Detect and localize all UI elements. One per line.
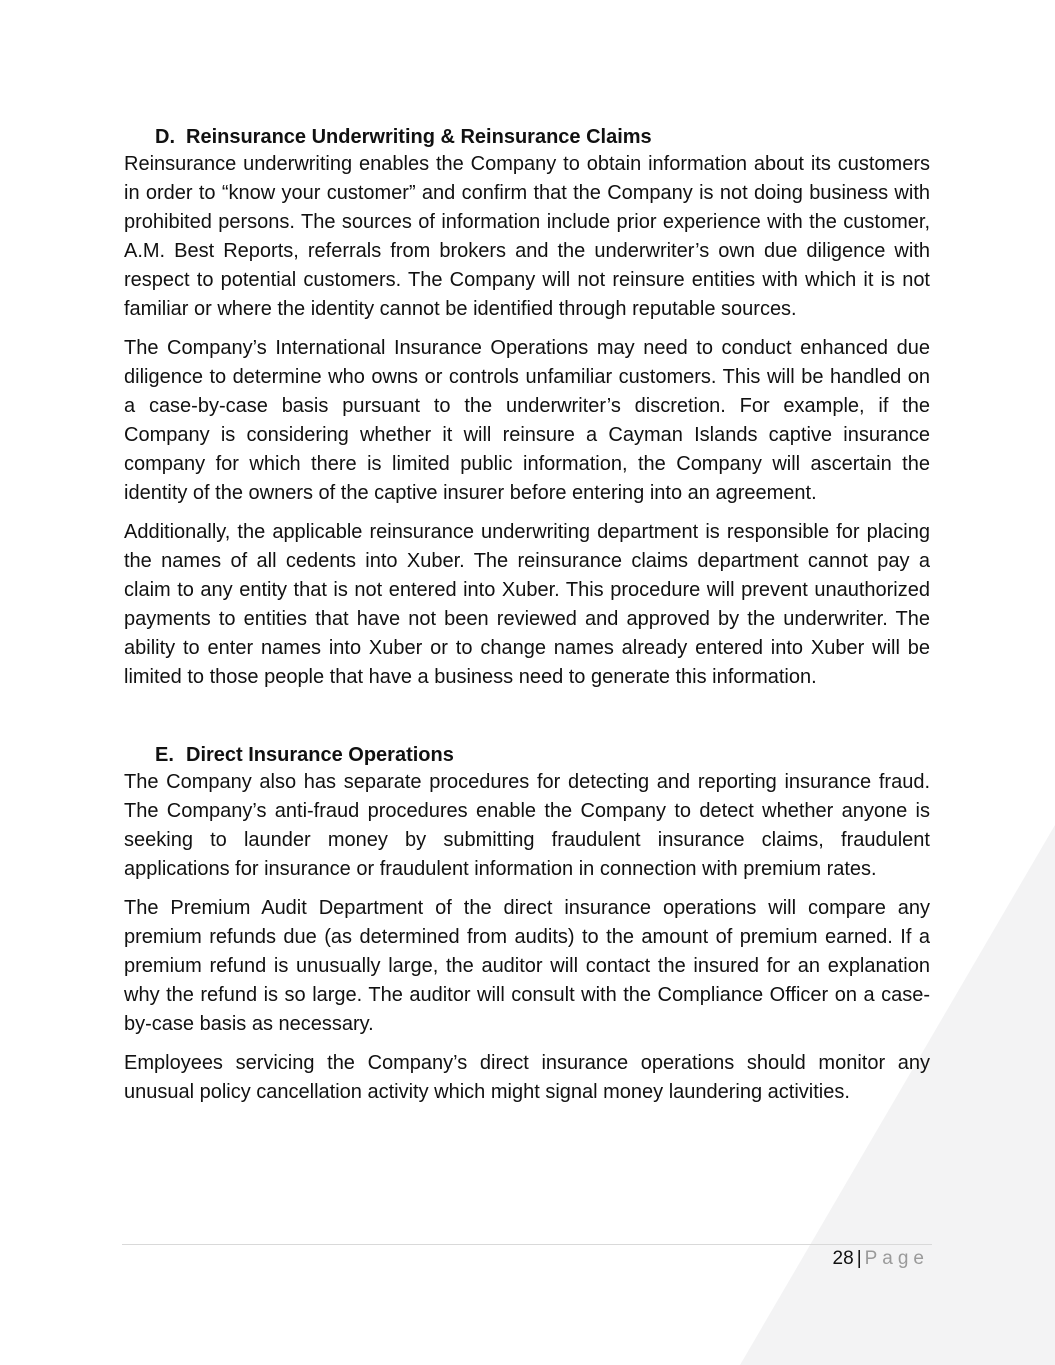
- section-e-heading: [124, 742, 930, 768]
- section-d-title: Reinsurance Underwriting & Reinsurance Claims: [186, 126, 652, 148]
- section-e-paragraph-3: Employees servicing the Company’s direct insurance operations should monitor any unusual policy cancellation activity which might signal money laundering activities.: [124, 1052, 930, 1103]
- section-spacer: [124, 702, 930, 742]
- page-label: Page: [864, 1248, 929, 1269]
- section-d-letter: D.: [155, 126, 175, 148]
- page-number: 28: [832, 1248, 854, 1269]
- section-d-paragraph-2: The Company’s International Insurance Operations may need to conduct enhanced due diligence to determine who owns or controls unfamiliar customers. This will be handled on a case-by-case basis pursuant to the underwriter’s discretion. For example, if the Company is considering whether it will reinsure a Cayman Islands captive insurance company for which there is limited public information, the Company will ascertain the identity of the owners of the captive insurer before entering into an agreement.: [124, 337, 930, 504]
- section-e-paragraph-1: The Company also has separate procedures for detecting and reporting insurance fraud. The Company’s anti-fraud procedures enable the Company to detect whether anyone is seeking to launder money by submitting fraudulent insurance claims, fraudulent applications for insurance or fraudulent information in connection with premium rates.: [124, 771, 930, 880]
- section-d-heading: [124, 124, 930, 150]
- footer-divider: [122, 1244, 932, 1245]
- document-page: [124, 124, 930, 1117]
- section-e-title: Direct Insurance Operations: [186, 744, 454, 766]
- section-d-paragraph-3: Additionally, the applicable reinsurance underwriting department is responsible for placing the names of all cedents into Xuber. The reinsurance claims department cannot pay a claim to any entity that is not entered into Xuber. This procedure will prevent unauthorized payments to entities that have not been reviewed and approved by the underwriter. The ability to enter names into Xuber or to change names already entered into Xuber will be limited to those people that have a business need to generate this information.: [124, 521, 930, 688]
- section-d-paragraph-1: Reinsurance underwriting enables the Company to obtain information about its customers in order to “know your customer” and confirm that the Company is not doing business with prohibited persons. The sources of information include prior experience with the customer, A.M. Best Reports, referrals from brokers and the underwriter’s own due diligence with respect to potential customers. The Company will not reinsure entities with which it is not familiar or where the identity cannot be identified through reputable sources.: [124, 153, 930, 320]
- footer-separator: |: [856, 1248, 862, 1269]
- page-footer: [833, 1247, 929, 1271]
- section-e-paragraph-2: The Premium Audit Department of the direct insurance operations will compare any premium refunds due (as determined from audits) to the amount of premium earned. If a premium refund is unusually large, the auditor will contact the insured for an explanation why the refund is so large. The auditor will consult with the Compliance Officer on a case-by-case basis as necessary.: [124, 897, 930, 1035]
- section-e-letter: E.: [155, 744, 174, 766]
